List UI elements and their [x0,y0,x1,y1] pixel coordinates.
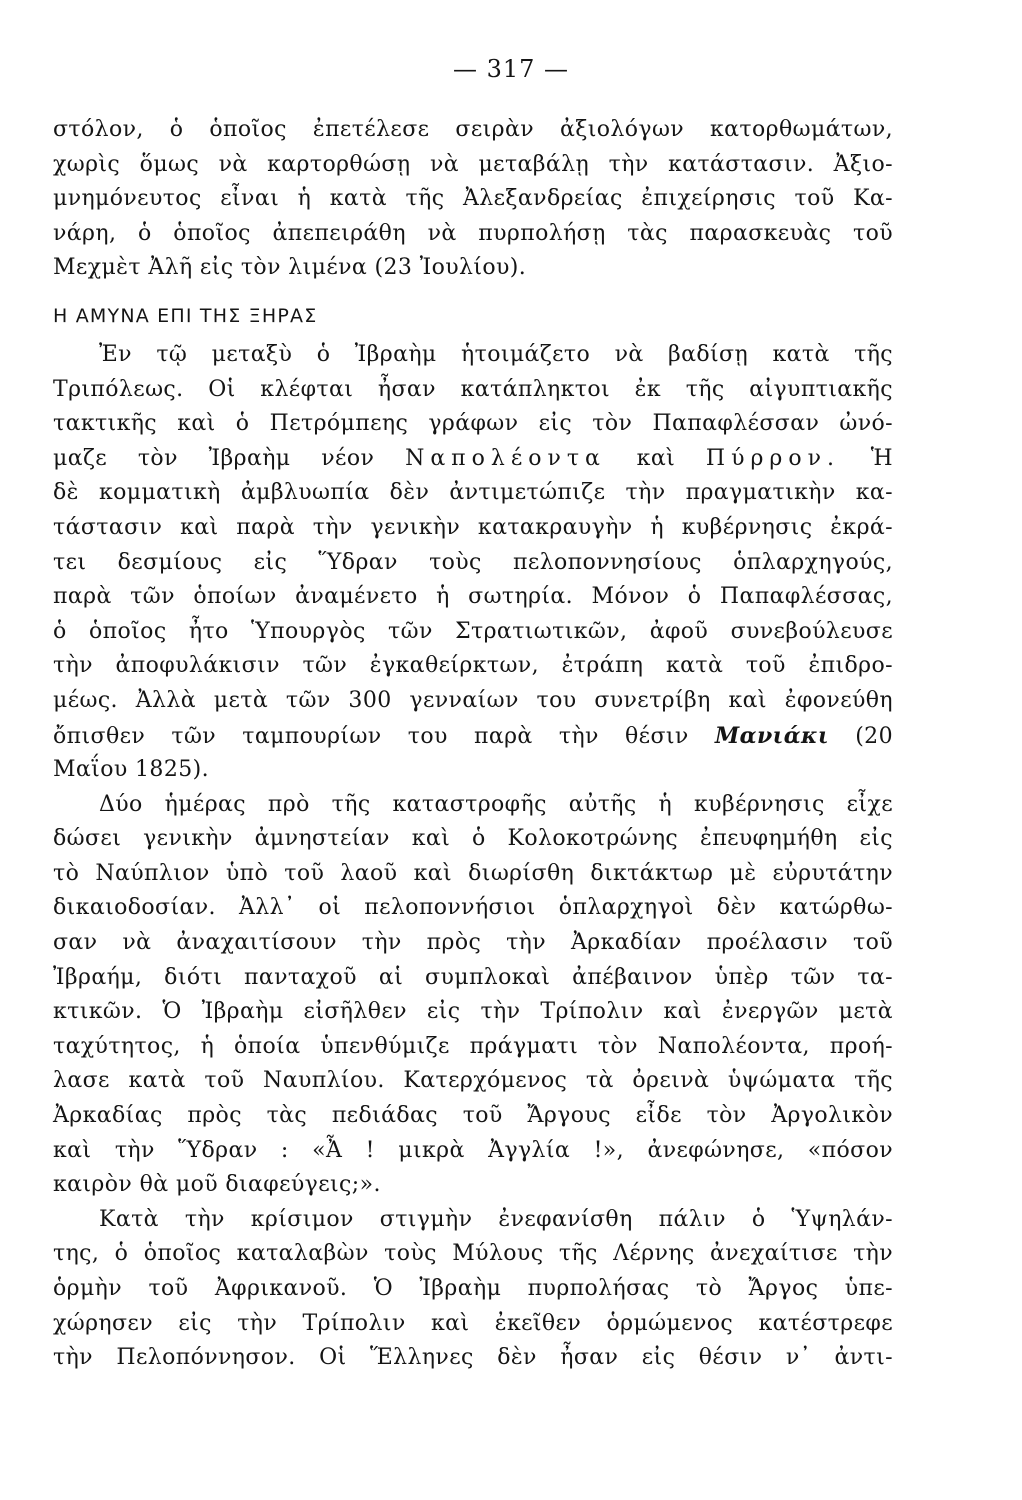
text-line: Κατὰ τὴν κρίσιμον στιγμὴν ἐνεφανίσθη πάλιν ὁ Ὑψηλάν- [99,1206,893,1232]
place-name-maniaki: Μανιάκι [714,722,829,749]
text-line: τει δεσμίους εἰς Ὕδραν τοὺς πελοποννησίους ὁπλαρχηγούς, [53,549,893,575]
emphasized-name-napoleon: Ναπολέοντα [405,445,606,471]
text-line: Μαΐου 1825). [53,757,209,783]
text-line: κτικῶν. Ὁ Ἰβραὴμ εἰσῆλθεν εἰς τὴν Τρίπολιν καὶ ἐνεργῶν μετὰ [53,999,893,1025]
paragraph-4 [53,1203,893,1376]
text-line: Τριπόλεως. Οἱ κλέφται ἦσαν κατάπληκτοι ἐκ τῆς αἰγυπτιακῆς [53,376,893,402]
text-line: παρὰ τῶν ὁποίων ἀναμένετο ἡ σωτηρία. Μόνον ὁ Παπαφλέσσας, [53,584,893,610]
text-line: τὴν ἀποφυλάκισιν τῶν ἐγκαθείρκτων, ἐτράπη κατὰ τοῦ ἐπιδρο- [53,653,893,679]
text-line [53,442,893,477]
text-line: ὁ ὁποῖος ἦτο Ὑπουργὸς τῶν Στρατιωτικῶν, ἀφοῦ συνεβούλευσε [53,618,893,644]
text-line: μνημόνευτος εἶναι ἡ κατὰ τῆς Ἀλεξανδρείας ἐπιχείρησις τοῦ Κα- [53,186,893,212]
text-line: τὴν Πελοπόννησον. Οἱ Ἕλληνες δὲν ἦσαν εἰς θέσιν ν᾿ ἀντι- [53,1345,893,1371]
text-line: χωρὶς ὅμως νὰ καρτορθώσῃ νὰ μεταβάλῃ τὴν κατάστασιν. Ἀξιο- [53,151,893,177]
text-line: τὸ Ναύπλιον ὑπὸ τοῦ λαοῦ καὶ διωρίσθη δικτάκτωρ μὲ εὐρυτάτην [53,860,893,886]
text-segment: ὄπισθεν τῶν ταμπουρίων του παρὰ τὴν θέσιν [53,723,689,749]
text-line: νάρη, ὁ ὁποῖος ἀπεπειράθη νὰ πυρπολήσῃ τὰς παρασκευὰς τοῦ [53,220,893,246]
text-line: καιρὸν θὰ μοῦ διαφεύγεις;». [53,1172,381,1198]
text-line: δικαιοδοσίαν. Ἀλλ᾿ οἱ πελοποννήσιοι ὁπλαρχηγοὶ δὲν κατώρθω- [53,895,893,921]
emphasized-name-pyrrhus: Πύρρον. [705,445,840,471]
text-segment: Ἡ [870,445,893,471]
text-line: Δύο ἡμέρας πρὸ τῆς καταστροφῆς αὐτῆς ἡ κυβέρνησις εἶχε [99,791,893,817]
text-line: ὁρμὴν τοῦ Ἀφρικανοῦ. Ὁ Ἰβραὴμ πυρπολήσας τὸ Ἄργος ὑπε- [53,1276,893,1301]
paragraph-2 [53,338,893,788]
text-line: στόλον, ὁ ὁποῖος ἐπετέλεσε σειρὰν ἀξιολόγων κατορθωμάτων, [53,117,893,142]
text-line: της, ὁ ὁποῖος καταλαβὼν τοὺς Μύλους τῆς Λέρνης ἀνεχαίτισε τὴν [53,1241,893,1267]
text-line [53,719,893,754]
text-line: καὶ τὴν Ὕδραν : «Ἆ ! μικρὰ Ἀγγλία !», ἀνεφώνησε, «πόσον [53,1137,893,1163]
text-segment: (20 [855,723,893,749]
section-heading: Η ΑΜΥΝΑ ΕΠΙ ΤΗΣ ΞΗΡΑΣ [53,304,318,327]
body-text [53,113,893,1376]
page-number: — 317 — [452,55,570,83]
text-line: τακτικῆς καὶ ὁ Πετρόμπεης γράφων εἰς τὸν Παπαφλέσσαν ὠνό- [53,411,893,437]
text-line: Ἀρκαδίας πρὸς τὰς πεδιάδας τοῦ Ἄργους εἶδε τὸν Ἀργολικὸν [53,1103,893,1129]
text-segment: καὶ [636,445,676,471]
text-line: σαν νὰ ἀναχαιτίσουν τὴν πρὸς τὴν Ἀρκαδίαν προέλασιν τοῦ [53,930,893,956]
text-line: ταχύτητος, ἡ ὁποία ὑπενθύμιζε πράγματι τὸν Ναπολέοντα, προή- [53,1033,893,1059]
text-line: δώσει γενικὴν ἀμνηστείαν καὶ ὁ Κολοκοτρώνης ἐπευφημήθη εἰς [53,826,893,852]
text-line: χώρησεν εἰς τὴν Τρίπολιν καὶ ἐκεῖθεν ὁρμώμενος κατέστρεφε [53,1310,893,1336]
text-line: Ἰβραήμ, διότι πανταχοῦ αἱ συμπλοκαὶ ἀπέβαινον ὑπὲρ τῶν τα- [53,964,893,990]
paragraph-1 [53,113,893,286]
paragraph-3 [53,788,893,1203]
text-line: μέως. Ἀλλὰ μετὰ τῶν 300 γενναίων του συνετρίβη καὶ ἐφονεύθη [53,687,893,713]
text-line: δὲ κομματικὴ ἀμβλυωπία δὲν ἀντιμετώπιζε τὴν πραγματικὴν κα- [53,480,893,506]
text-line: Ἐν τῷ μεταξὺ ὁ Ἰβραὴμ ἡτοιμάζετο νὰ βαδίσῃ κατὰ τῆς [99,341,893,367]
text-segment: μαζε τὸν Ἰβραὴμ νέον [53,445,375,471]
text-line: Μεχμὲτ Ἀλῆ εἰς τὸν λιμένα (23 Ἰουλίου). [53,255,527,281]
text-line: τάστασιν καὶ παρὰ τὴν γενικὴν κατακραυγὴν ἡ κυβέρνησις ἐκρά- [53,514,893,540]
text-line: λασε κατὰ τοῦ Ναυπλίου. Κατερχόμενος τὰ ὀρεινὰ ὑψώματα τῆς [53,1068,893,1094]
